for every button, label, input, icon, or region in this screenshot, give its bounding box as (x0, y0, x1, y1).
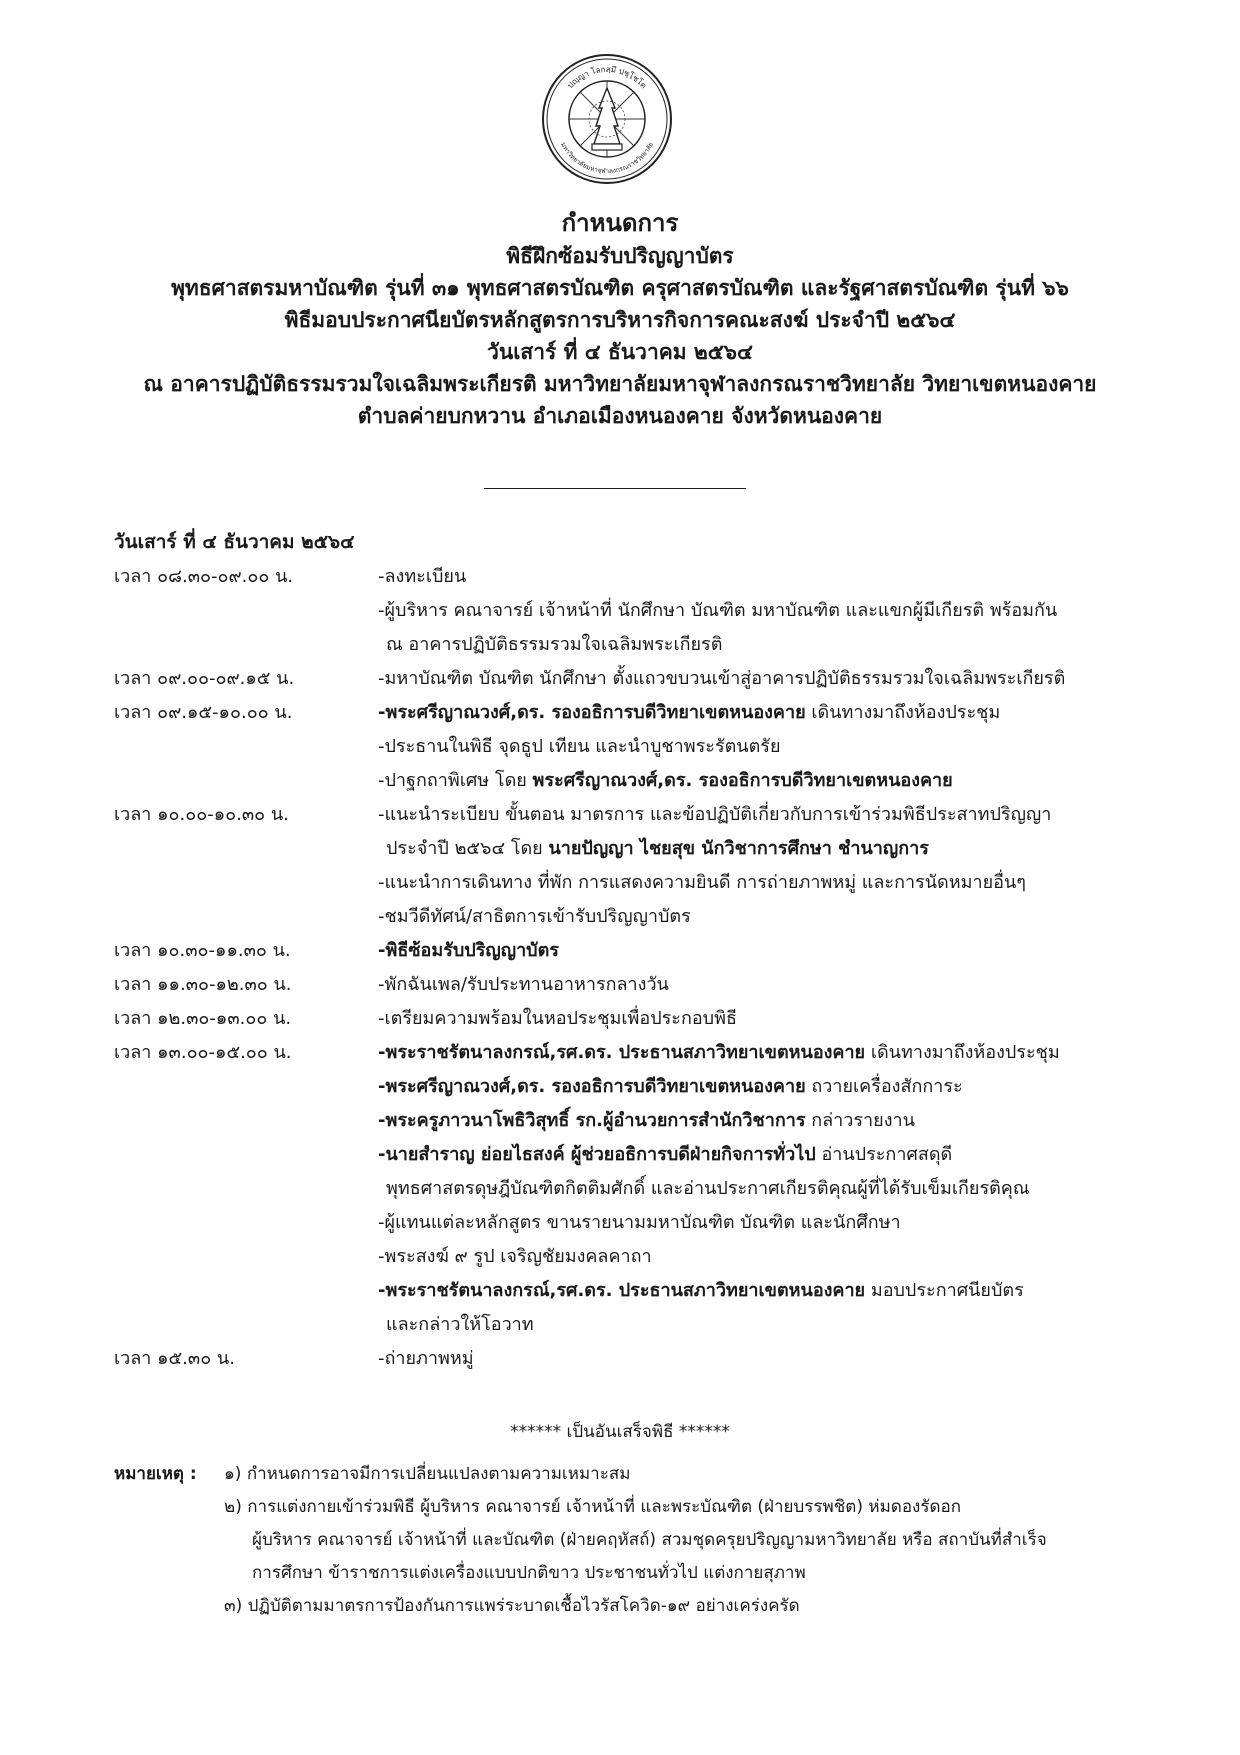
item-text: -ผู้แทนแต่ละหลักสูตร ขานรายนามมหาบัณฑิต บัณฑิต และนักศึกษา (378, 1212, 901, 1233)
schedule-items (378, 1342, 1124, 1376)
item-text: -ผู้บริหาร คณาจารย์ เจ้าหน้าที่ นักศึกษา บัณฑิต มหาบัณฑิต และแขกผู้มีเกียรติ พร้อมกัน (378, 600, 1058, 621)
item-text: ประจำปี ๒๕๖๔ โดย (386, 838, 549, 859)
note-row (114, 1458, 1124, 1491)
ceremony-name: พิธีฝึกซ้อมรับปริญญาบัตร (506, 244, 734, 268)
item-text: -ปาฐกถาพิเศษ โดย (378, 770, 533, 791)
item-emphasis: -พระศรีญาณวงศ์,ดร. รองอธิการบดีวิทยาเขตหนองคาย (378, 702, 806, 723)
item-text: พุทธศาสตรดุษฎีบัณฑิตกิตติมศักดิ์ และอ่านประกาศเกียรติคุณผู้ที่ได้รับเข็มเกียรติคุณ (386, 1178, 1030, 1199)
schedule-items (378, 662, 1124, 696)
note-continuation: การศึกษา ข้าราชการแต่งเครื่องแบบปกติขาว ประชาชนทั่วไป แต่งกายสุภาพ (252, 1563, 806, 1583)
schedule-item (378, 730, 1124, 764)
note-text: ๒) การแต่งกายเข้าร่วมพิธี ผู้บริหาร คณาจารย์ เจ้าหน้าที่ และพระบัณฑิต (ฝ่ายบรรพชิต) ห่มดองรัดอก (224, 1497, 962, 1517)
schedule-item (378, 764, 1124, 798)
schedule-row (114, 798, 1124, 934)
item-emphasis: นายปัญญา ไชยสุข นักวิชาการศึกษา ชำนาญการ (548, 838, 929, 859)
item-continuation (378, 832, 1124, 866)
schedule-item (378, 594, 1124, 662)
schedule-row (114, 696, 1124, 798)
schedule-time: เวลา ๐๙.๑๕-๑๐.๐๐ น. (114, 702, 293, 723)
certificate-ceremony: พิธีมอบประกาศนียบัตรหลักสูตรการบริหารกิจการคณะสงฆ์ ประจำปี ๒๕๖๔ (284, 308, 956, 332)
notes-section (114, 1458, 1124, 1623)
schedule-row (114, 1342, 1124, 1376)
note-item (224, 1491, 1124, 1590)
schedule-item (378, 900, 1124, 934)
item-text: -ถ่ายภาพหมู่ (378, 1348, 474, 1369)
ceremony-date: วันเสาร์ ที่ ๔ ธันวาคม ๒๕๖๔ (487, 340, 753, 364)
item-continuation (378, 628, 1124, 662)
schedule-item (378, 968, 1124, 1002)
schedule-item (378, 866, 1124, 900)
schedule-row (114, 934, 1124, 968)
document-header (60, 206, 1180, 432)
notes-label (114, 1590, 224, 1623)
schedule-time: เวลา ๑๕.๓๐ น. (114, 1348, 235, 1369)
item-text: เดินทางมาถึงห้องประชุม (865, 1042, 1060, 1063)
schedule-row (114, 662, 1124, 696)
item-text: -แนะนำระเบียบ ขั้นตอน มาตรการ และข้อปฏิบัติเกี่ยวกับการเข้าร่วมพิธีประสาทปริญญา (378, 804, 1052, 825)
item-emphasis: พระศรีญาณวงศ์,ดร. รองอธิการบดีวิทยาเขตหนองคาย (532, 770, 953, 791)
item-text: เดินทางมาถึงห้องประชุม (805, 702, 1001, 723)
item-continuation (378, 1172, 1124, 1206)
notes-label: หมายเหตุ : (114, 1464, 197, 1484)
schedule-items (378, 1002, 1124, 1036)
item-text: -มหาบัณฑิต บัณฑิต นักศึกษา ตั้งแถวขบวนเข้าสู่อาคารปฏิบัติธรรมรวมใจเฉลิมพระเกียรติ (378, 668, 1066, 689)
item-text: -ลงทะเบียน (378, 566, 467, 587)
document-title: กำหนดการ (561, 209, 679, 237)
note-text: ๓) ปฏิบัติตามมาตรการป้องกันการแพร่ระบาดเชื้อไวรัสโควิด-๑๙ อย่างเคร่งครัด (224, 1596, 800, 1616)
item-emphasis: -พระราชรัตนาลงกรณ์,รศ.ดร. ประธานสภาวิทยาเขตหนองคาย (378, 1042, 866, 1063)
item-text: -พระสงฆ์ ๙ รูป เจริญชัยมงคลคาถา (378, 1246, 652, 1267)
schedule-item (378, 934, 1124, 968)
closing-line: ****** เป็นอันเสร็จพิธี ****** (510, 1422, 730, 1442)
item-emphasis: -นายสำราญ ย่อยไธสงค์ ผู้ช่วยอธิการบดีฝ่ายกิจการทั่วไป (378, 1144, 816, 1165)
note-item (224, 1458, 1124, 1491)
schedule-items (378, 696, 1124, 798)
university-seal-icon (540, 52, 674, 186)
item-emphasis: -พระครูภาวนาโพธิวิสุทธิ์ รก.ผู้อำนวยการสำนักวิชาการ (378, 1110, 806, 1131)
degree-programs: พุทธศาสตรมหาบัณฑิต รุ่นที่ ๓๑ พุทธศาสตรบัณฑิต ครุศาสตรบัณฑิต และรัฐศาสตรบัณฑิต รุ่นที่ ๖๖ (171, 276, 1069, 300)
item-text: และกล่าวให้โอวาท (386, 1314, 534, 1335)
item-text: -แนะนำการเดินทาง ที่พัก การแสดงความยินดี การถ่ายภาพหมู่ และการนัดหมายอื่นๆ (378, 872, 1026, 893)
item-emphasis: -พระศรีญาณวงศ์,ดร. รองอธิการบดีวิทยาเขตหนองคาย (378, 1076, 806, 1097)
note-text: ๑) กำหนดการอาจมีการเปลี่ยนแปลงตามความเหมาะสม (224, 1464, 631, 1484)
note-row (114, 1491, 1124, 1590)
note-row (114, 1590, 1124, 1623)
schedule-items (378, 934, 1124, 968)
schedule-items (378, 968, 1124, 1002)
schedule-time: เวลา ๑๓.๐๐-๑๕.๐๐ น. (114, 1042, 292, 1063)
schedule-list (114, 560, 1124, 1376)
schedule-items (378, 560, 1124, 662)
schedule-item (378, 560, 1124, 594)
schedule-items (378, 1036, 1124, 1342)
notes-label (114, 1491, 224, 1590)
item-text: -เตรียมความพร้อมในหอประชุมเพื่อประกอบพิธี (378, 1008, 737, 1029)
note-continuation: ผู้บริหาร คณาจารย์ เจ้าหน้าที่ และบัณฑิต (ฝ่ายคฤหัสถ์) สวมชุดครุยปริญญามหาวิทยาลัย หรือ สถาบันที่สำเร็จ (252, 1530, 1047, 1550)
schedule-item (378, 1036, 1124, 1070)
item-text: มอบประกาศนียบัตร (865, 1280, 1024, 1301)
schedule-row (114, 1002, 1124, 1036)
schedule-row (114, 1036, 1124, 1342)
item-text: อ่านประกาศสดุดี (815, 1144, 953, 1165)
schedule-item (378, 1070, 1124, 1104)
header-divider (484, 488, 746, 489)
schedule-item (378, 1002, 1124, 1036)
venue-address: ตำบลค่ายบกหวาน อำเภอเมืองหนองคาย จังหวัดหนองคาย (357, 404, 883, 428)
schedule-time: เวลา ๑๑.๓๐-๑๒.๓๐ น. (114, 974, 292, 995)
schedule-item (378, 1138, 1124, 1206)
schedule-item (378, 798, 1124, 866)
schedule-row (114, 560, 1124, 662)
item-text: -ประธานในพิธี จุดธูป เทียน และนำบูชาพระรัตนตรัย (378, 736, 781, 757)
schedule-item (378, 1240, 1124, 1274)
schedule-time: เวลา ๐๙.๐๐-๐๙.๑๕ น. (114, 668, 295, 689)
ceremony-venue: ณ อาคารปฏิบัติธรรมรวมใจเฉลิมพระเกียรติ มหาวิทยาลัยมหาจุฬาลงกรณราชวิทยาลัย วิทยาเขตหนองคาย (143, 372, 1097, 396)
schedule-time: เวลา ๐๘.๓๐-๐๙.๐๐ น. (114, 566, 294, 587)
schedule-items (378, 798, 1124, 934)
schedule-item (378, 662, 1124, 696)
item-text: ณ อาคารปฏิบัติธรรมรวมใจเฉลิมพระเกียรติ (386, 634, 723, 655)
schedule-item (378, 1104, 1124, 1138)
schedule-item (378, 1206, 1124, 1240)
item-text: -พักฉันเพล/รับประทานอาหารกลางวัน (378, 974, 669, 995)
item-emphasis: -พระราชรัตนาลงกรณ์,รศ.ดร. ประธานสภาวิทยาเขตหนองคาย (378, 1280, 866, 1301)
schedule-row (114, 968, 1124, 1002)
schedule-item (378, 1274, 1124, 1342)
item-emphasis: -พิธีซ้อมรับปริญญาบัตร (378, 940, 559, 961)
item-text: ถวายเครื่องสักการะ (805, 1076, 963, 1097)
item-continuation (378, 1308, 1124, 1342)
schedule-item (378, 1342, 1124, 1376)
svg-text:มหาวิทยาลัยมหาจุฬาลงกรณราชวิทย: มหาวิทยาลัยมหาจุฬาลงกรณราชวิทยาลัย (559, 140, 655, 176)
schedule-item (378, 696, 1124, 730)
note-item (224, 1590, 1124, 1623)
schedule-time: เวลา ๑๒.๓๐-๑๓.๐๐ น. (114, 1008, 292, 1029)
item-text: กล่าวรายงาน (805, 1110, 915, 1131)
schedule-time: เวลา ๑๐.๐๐-๑๐.๓๐ น. (114, 804, 289, 825)
item-text: -ชมวีดีทัศน์/สาธิตการเข้ารับปริญญาบัตร (378, 906, 691, 927)
schedule-time: เวลา ๑๐.๓๐-๑๑.๓๐ น. (114, 940, 291, 961)
svg-text:ปญฺญา โลกสฺมึ ปชฺโชโต: ปญฺญา โลกสฺมึ ปชฺโชโต (565, 64, 649, 91)
schedule-date: วันเสาร์ ที่ ๔ ธันวาคม ๒๕๖๔ (114, 531, 355, 553)
